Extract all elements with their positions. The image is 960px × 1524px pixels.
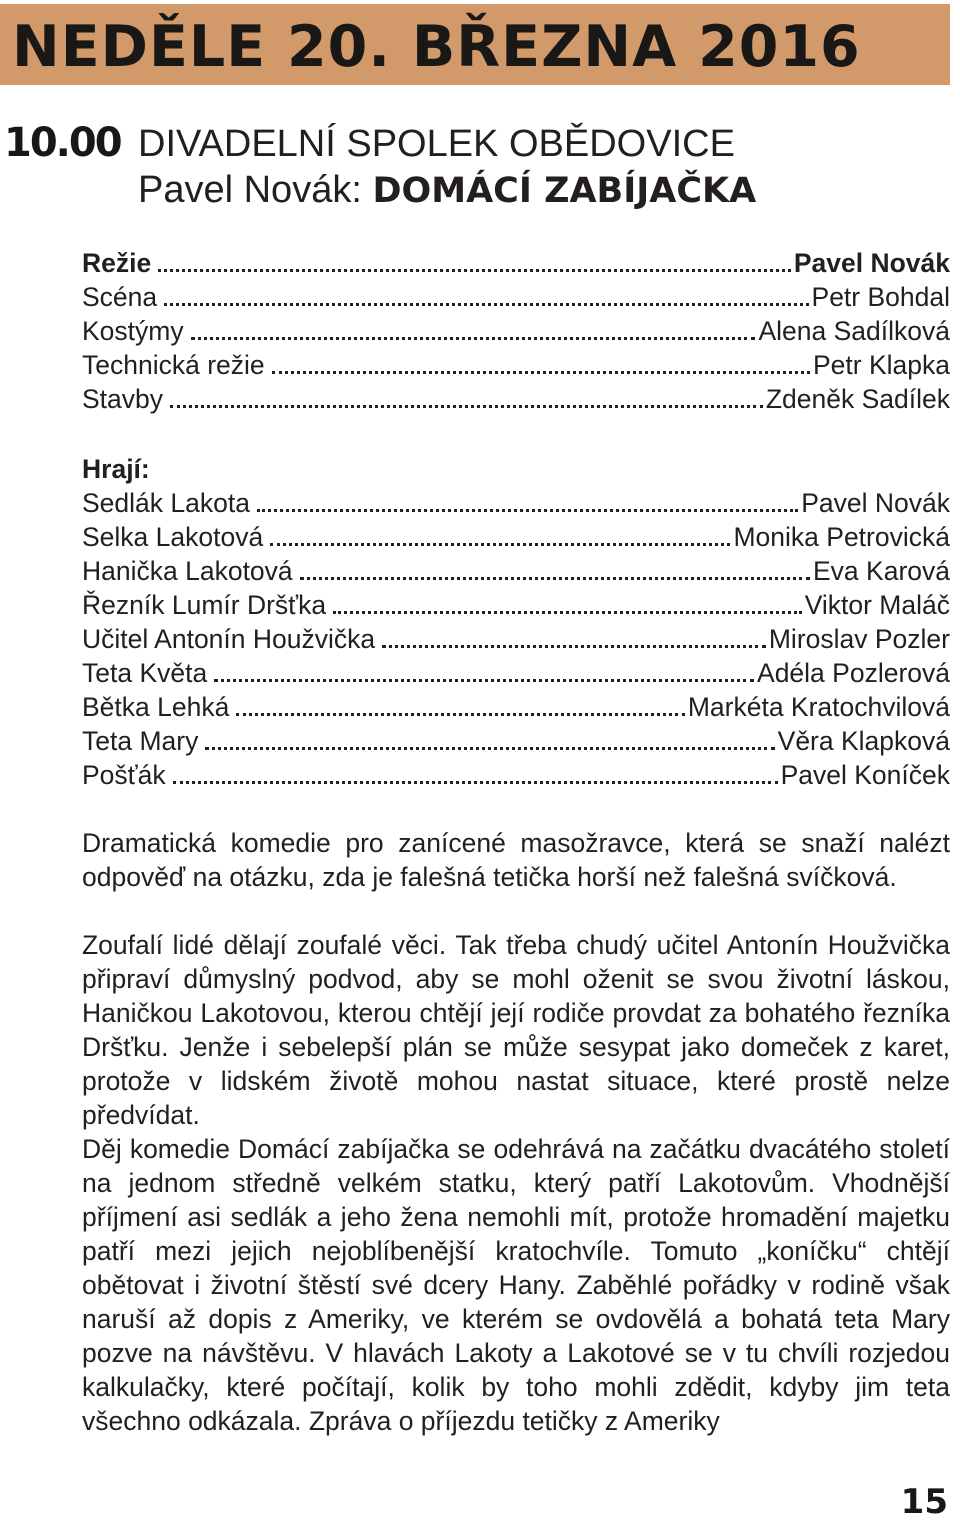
crew-role: Scéna [82, 282, 158, 312]
cast-row [82, 758, 950, 792]
cast-role: Sedlák Lakota [82, 488, 250, 518]
cast-role: Řezník Lumír Dršťka [82, 590, 327, 620]
dot-leader [333, 611, 802, 614]
dot-leader [158, 269, 791, 272]
cast-person: Miroslav Pozler [768, 624, 950, 654]
crew-person: Zdeněk Sadílek [765, 384, 950, 414]
crew-person: Petr Bohdal [811, 282, 950, 312]
event-title-line [138, 166, 756, 215]
cast-person: Pavel Novák [801, 488, 950, 518]
cast-row [82, 554, 950, 588]
dot-leader [236, 713, 684, 716]
cast-role: Učitel Antonín Houžvička [82, 624, 376, 654]
event-company: DIVADELNÍ SPOLEK OBĚDOVICE [138, 123, 735, 165]
crew-role: Technická režie [82, 350, 265, 380]
description-paragraph: Dramatická komedie pro zanícené masožravce, která se snaží nalézt odpověď na otázku, zda je falešná tetička horší než falešná svíčková. [82, 828, 950, 892]
cast-row [82, 520, 950, 554]
cast-row [82, 656, 950, 690]
dot-leader [205, 747, 774, 750]
dot-leader [214, 679, 754, 682]
crew-row [82, 348, 950, 382]
dot-leader [300, 577, 810, 580]
date-banner [0, 4, 950, 85]
description-paragraph: Zoufalí lidé dělají zoufalé věci. Tak třeba chudý učitel Antonín Houžvička připraví důmyslný podvod, aby se mohl oženit se svou životní láskou, Haničkou Lakotovou, kterou chtějí její rodiče provdat za bohatého řezníka Dršťku. Jenže i sebelepší plán se může sesypat jako domeček z karet, protože v lidském životě mohou nastat situace, které prostě nelze předvídat. [82, 930, 950, 1130]
cast-role: Bětka Lehká [82, 692, 230, 722]
cast-role: Teta Květa [82, 658, 208, 688]
cast-person: Věra Klapková [777, 726, 950, 756]
cast-row [82, 690, 950, 724]
crew-row [82, 246, 950, 280]
description-paragraph: Děj komedie Domácí zabíjačka se odehrává na začátku dvacátého století na jednom středně velkém statku, který patří Lakotovům. Vhodnější příjmení asi sedlák a jeho žena nemohli mít, protože hromadění majetku patří mezi jejich nejoblíbenější kratochvíle. Tomuto „koníčku“ chtějí obětovat i životní štěstí své dcery Hany. Zaběhlé pořádky v rodině však naruší až dopis z Ameriky, ve kterém se ovdovělá a bohatá teta Mary pozve na návštěvu. V hlavách Lakoty a Lakotové se v tu chvíli rozjedou kalkulačky, které počítají, kolik by toho mohli zdědit, kdyby jim teta všechno odkázala. Zpráva o příjezdu tetičky z Ameriky [82, 1134, 950, 1436]
crew-person: Alena Sadílková [758, 316, 950, 346]
date-heading: NEDĚLE 20. BŘEZNA 2016 [12, 14, 861, 80]
play-title: DOMÁCÍ ZABÍJAČKA [372, 171, 757, 211]
cast-role: Selka Lakotová [82, 522, 264, 552]
cast-row [82, 724, 950, 758]
cast-role: Hanička Lakotová [82, 556, 293, 586]
cast-list [82, 486, 950, 792]
cast-row [82, 588, 950, 622]
crew-role: Stavby [82, 384, 164, 414]
cast-person: Pavel Koníček [780, 760, 950, 790]
crew-row [82, 314, 950, 348]
cast-person: Markéta Kratochvilová [687, 692, 950, 722]
cast-role: Teta Mary [82, 726, 199, 756]
crew-row [82, 280, 950, 314]
event-time: 10.00 [4, 120, 121, 166]
page-number: 15 [900, 1482, 948, 1522]
dot-leader [164, 303, 808, 306]
dot-leader [170, 405, 763, 408]
cast-heading: Hrají: [82, 454, 150, 484]
cast-row [82, 622, 950, 656]
cast-row [82, 486, 950, 520]
crew-person: Petr Klapka [813, 350, 950, 380]
cast-person: Monika Petrovická [733, 522, 950, 552]
crew-role: Kostýmy [82, 316, 184, 346]
crew-role: Režie [82, 248, 152, 278]
cast-person: Eva Karová [813, 556, 950, 586]
dot-leader [272, 371, 810, 374]
dot-leader [257, 509, 798, 512]
dot-leader [173, 781, 778, 784]
dot-leader [270, 543, 730, 546]
cast-person: Viktor Maláč [804, 590, 950, 620]
cast-role: Pošťák [82, 760, 166, 790]
dot-leader [382, 645, 766, 648]
crew-row [82, 382, 950, 416]
crew-list [82, 246, 950, 416]
author-name: Pavel Novák: [138, 169, 362, 211]
cast-person: Adéla Pozlerová [757, 658, 950, 688]
dot-leader [191, 337, 756, 340]
crew-person: Pavel Novák [793, 248, 950, 278]
